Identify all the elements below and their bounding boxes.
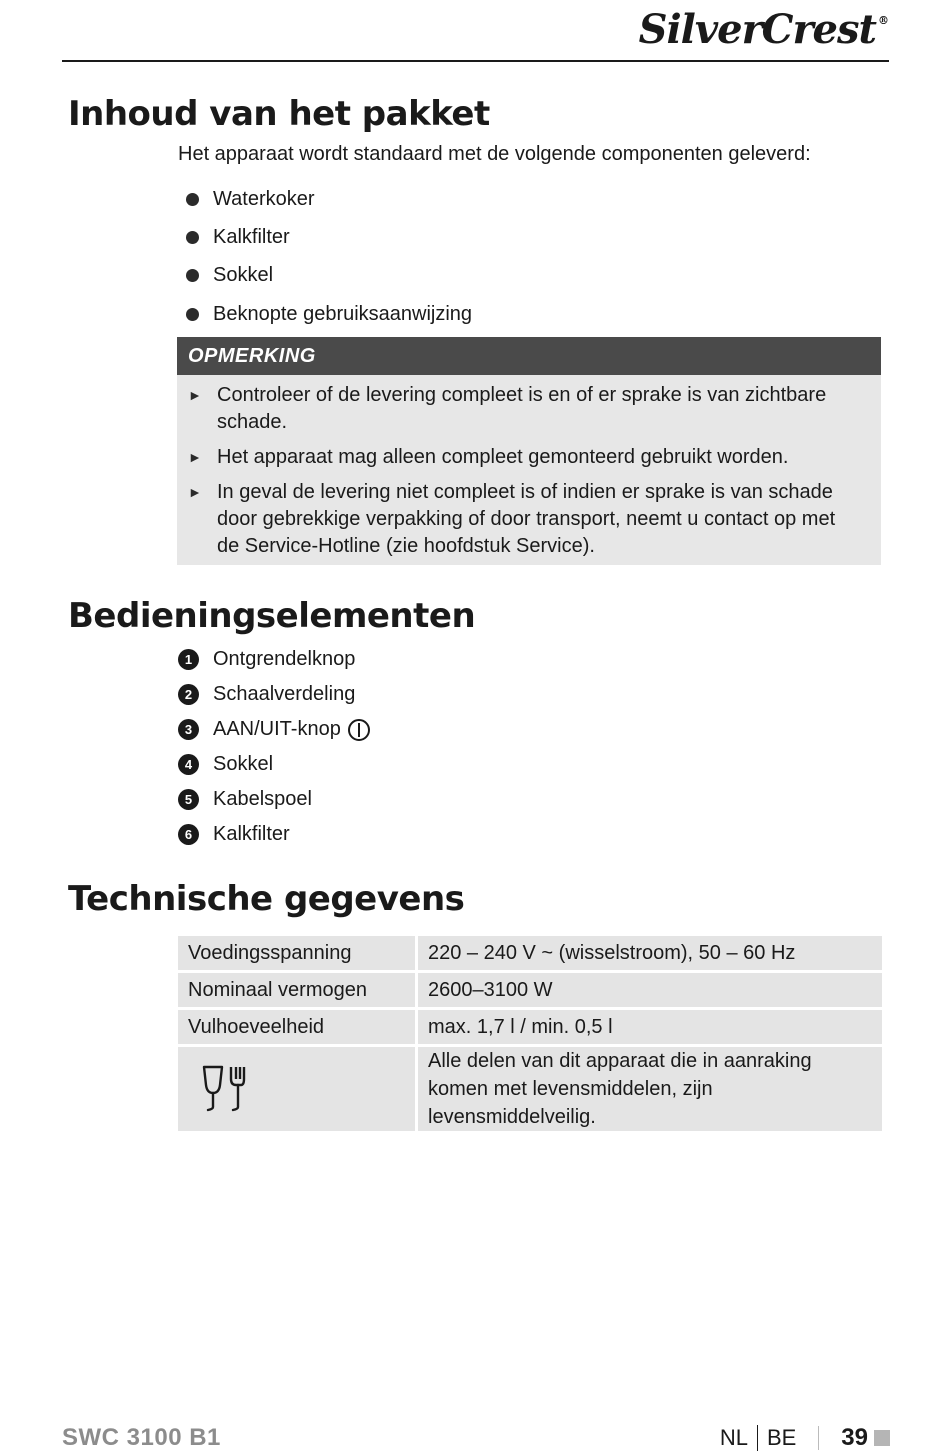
- list-item: [186, 180, 472, 218]
- list-item: [178, 677, 371, 712]
- list-item: [178, 712, 371, 747]
- list-item-label: AAN/UIT-knop: [213, 718, 341, 740]
- list-item-label: Sokkel: [213, 753, 274, 775]
- arrow-right-icon: ►: [188, 387, 202, 403]
- food-safe-text: Alle delen van dit apparaat die in aanraking komen met levensmiddelen, zijn levensmiddelveilig.: [418, 1047, 882, 1131]
- list-item-label: Beknopte gebruiksaanwijzing: [213, 302, 473, 325]
- number-badge: 3: [178, 719, 199, 740]
- spec-key: [178, 1047, 418, 1131]
- page-marker-square: [874, 1430, 890, 1446]
- controls-list: [178, 642, 371, 852]
- language-nl: NL: [719, 1425, 748, 1450]
- list-item-label: Ontgrendelknop: [213, 648, 356, 670]
- arrow-right-icon: ►: [188, 484, 202, 500]
- spec-value: 220 – 240 V ~ (wisselstroom), 50 – 60 Hz: [418, 936, 882, 970]
- note-box: [177, 337, 881, 565]
- section-title-technical-data: Technische gegevens: [68, 879, 465, 919]
- number-badge: 1: [178, 649, 199, 670]
- model-number: SWC 3100 B1: [62, 1424, 221, 1451]
- registered-mark: ®: [878, 14, 888, 27]
- brand-name: SilverCrest: [638, 6, 876, 53]
- list-item-label: Waterkoker: [213, 187, 315, 210]
- package-list: [186, 180, 472, 333]
- number-badge: 2: [178, 684, 199, 705]
- list-item-label: Kalkfilter: [213, 823, 290, 845]
- spec-key: Vulhoeveelheid: [178, 1010, 418, 1044]
- note-item-text: Het apparaat mag alleen compleet gemonteerd gebruikt worden.: [217, 446, 789, 468]
- spec-table: [178, 933, 882, 1134]
- bullet-icon: [186, 269, 199, 282]
- number-badge: 5: [178, 789, 199, 810]
- list-item-label: Schaalverdeling: [213, 683, 356, 705]
- note-item: [188, 444, 857, 471]
- bullet-icon: [186, 193, 199, 206]
- note-item: [188, 479, 857, 560]
- list-item: [178, 782, 371, 817]
- list-item-label: Kabelspoel: [213, 788, 312, 810]
- number-badge: 6: [178, 824, 199, 845]
- list-item: [186, 218, 472, 256]
- bullet-icon: [186, 308, 199, 321]
- table-row: [178, 1010, 882, 1044]
- power-icon: [347, 718, 371, 742]
- table-row: [178, 1047, 882, 1131]
- package-intro: Het apparaat wordt standaard met de volgende componenten geleverd:: [178, 143, 811, 165]
- note-item: [188, 382, 857, 436]
- list-item-label: Sokkel: [213, 264, 274, 287]
- list-item: [178, 817, 371, 852]
- number-badge: 4: [178, 754, 199, 775]
- note-item-text: In geval de levering niet compleet is of indien er sprake is van schade door gebrekkige verpakking of door transport, neemt u contact op met de Service-Hotline (zie hoofdstuk Service).: [217, 481, 836, 557]
- note-heading: OPMERKING: [177, 337, 881, 375]
- page-footer: [720, 1424, 890, 1452]
- section-title-controls: Bedieningselementen: [68, 596, 476, 636]
- bullet-icon: [186, 231, 199, 244]
- spec-value: 2600–3100 W: [418, 973, 882, 1007]
- language-be: BE: [766, 1425, 797, 1450]
- list-item: [178, 747, 371, 782]
- list-item-label: Kalkfilter: [213, 225, 290, 248]
- list-item: [186, 257, 472, 295]
- divider: [757, 1425, 758, 1451]
- spec-key: Nominaal vermogen: [178, 973, 418, 1007]
- list-item: [178, 642, 371, 677]
- list-item: [186, 295, 472, 333]
- table-row: [178, 973, 882, 1007]
- header-rule: [62, 60, 889, 62]
- section-title-package-contents: Inhoud van het pakket: [68, 94, 490, 134]
- spec-key: Voedingsspanning: [178, 936, 418, 970]
- brand-logo: [639, 6, 888, 53]
- note-item-text: Controleer of de levering compleet is en of er sprake is van zichtbare schade.: [217, 384, 827, 433]
- spec-value: max. 1,7 l / min. 0,5 l: [418, 1010, 882, 1044]
- divider: [818, 1426, 819, 1450]
- table-row: [178, 936, 882, 970]
- page-number: 39: [841, 1424, 868, 1451]
- arrow-right-icon: ►: [188, 449, 202, 465]
- food-safe-glass-fork-icon: [200, 1063, 250, 1115]
